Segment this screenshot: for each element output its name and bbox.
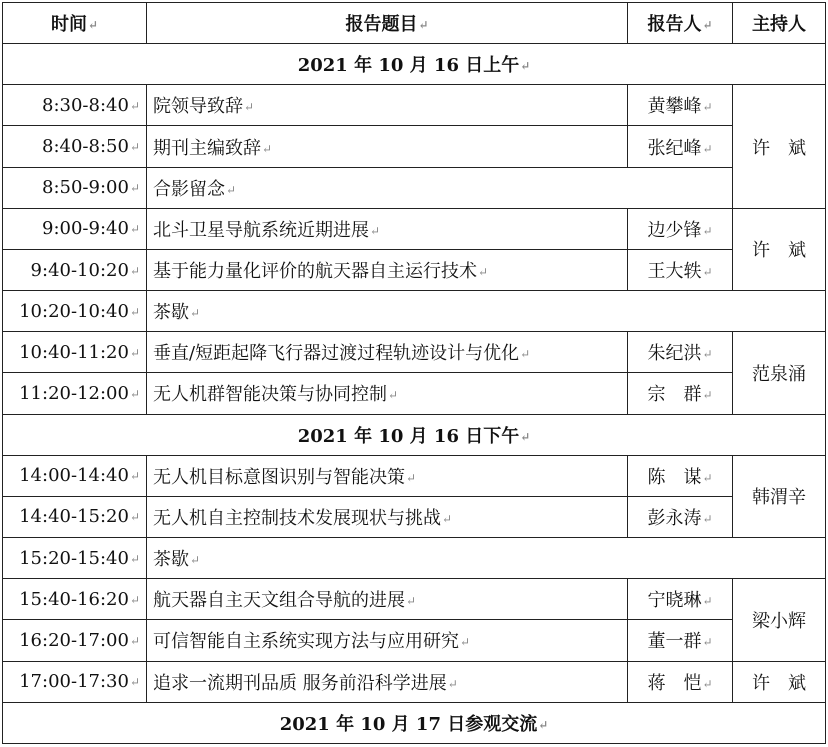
speaker-text: 董一群 ↵ xyxy=(647,631,712,652)
host-cell xyxy=(733,208,826,290)
table-row xyxy=(3,85,826,126)
time-cell xyxy=(3,332,147,373)
time-cell xyxy=(3,538,147,579)
schedule-table xyxy=(2,2,826,744)
topic-text: 期刊主编致辞 ↵ xyxy=(153,138,272,159)
section-title xyxy=(3,414,826,455)
time-text: 14:00-14:40 ↵ xyxy=(19,465,140,486)
section-title xyxy=(3,44,826,85)
section-row xyxy=(3,44,826,85)
topic-text: 北斗卫星导航系统近期进展 ↵ xyxy=(153,220,380,241)
host-text: 梁小辉 xyxy=(752,610,806,632)
section-title-text: 2021 年 10 月 16 日上午 ↵ xyxy=(298,55,531,76)
host-cell xyxy=(733,579,826,661)
topic-cell xyxy=(147,126,628,167)
speaker-cell xyxy=(628,85,733,126)
topic-text: 无人机目标意图识别与智能决策 ↵ xyxy=(153,467,416,488)
section-title-text: 2021 年 10 月 16 日下午 ↵ xyxy=(298,426,531,447)
section-title xyxy=(3,702,826,743)
topic-cell xyxy=(147,496,628,537)
speaker-cell xyxy=(628,620,733,661)
time-cell xyxy=(3,496,147,537)
topic-cell xyxy=(147,85,628,126)
topic-text: 垂直/短距起降飞行器过渡过程轨迹设计与优化 ↵ xyxy=(153,343,530,364)
host-cell xyxy=(733,661,826,702)
host-text: 许 斌 xyxy=(752,672,806,694)
topic-text: 追求一流期刊品质 服务前沿科学进展 ↵ xyxy=(153,673,458,694)
speaker-cell xyxy=(628,373,733,414)
time-cell xyxy=(3,126,147,167)
section-title-text: 2021 年 10 月 17 日参观交流 ↵ xyxy=(280,714,549,735)
header-speaker xyxy=(628,3,733,44)
table-row xyxy=(3,579,826,620)
table-row xyxy=(3,496,826,537)
time-cell xyxy=(3,167,147,208)
time-text: 15:20-15:40 ↵ xyxy=(19,548,140,569)
time-cell xyxy=(3,249,147,290)
time-text: 10:40-11:20 ↵ xyxy=(19,342,140,363)
time-text: 17:00-17:30 ↵ xyxy=(19,671,140,692)
host-text: 韩渭辛 xyxy=(752,487,806,509)
time-cell xyxy=(3,620,147,661)
topic-cell xyxy=(147,332,628,373)
table-row xyxy=(3,249,826,290)
section-row xyxy=(3,414,826,455)
topic-cell xyxy=(147,620,628,661)
speaker-text: 张纪峰 ↵ xyxy=(647,138,712,159)
time-text: 9:40-10:20 ↵ xyxy=(31,260,140,281)
time-text: 16:20-17:00 ↵ xyxy=(19,630,140,651)
host-cell xyxy=(733,85,826,208)
time-text: 8:40-8:50 ↵ xyxy=(42,136,140,157)
topic-cell xyxy=(147,538,826,579)
speaker-cell xyxy=(628,661,733,702)
table-row xyxy=(3,538,826,579)
header-topic xyxy=(147,3,628,44)
section-row xyxy=(3,702,826,743)
time-text: 10:20-10:40 ↵ xyxy=(19,301,140,322)
header-time-text: 时间 ↵ xyxy=(51,14,98,35)
speaker-cell xyxy=(628,455,733,496)
time-cell xyxy=(3,208,147,249)
topic-text: 院领导致辞 ↵ xyxy=(153,96,254,117)
speaker-cell xyxy=(628,496,733,537)
header-speaker-text: 报告人 ↵ xyxy=(647,14,712,35)
host-text: 范泉涌 xyxy=(752,363,806,385)
topic-text: 可信智能自主系统实现方法与应用研究 ↵ xyxy=(153,631,470,652)
speaker-text: 边少锋 ↵ xyxy=(647,220,712,241)
topic-text: 茶歇 ↵ xyxy=(153,302,200,323)
header-host xyxy=(733,3,826,44)
time-text: 8:30-8:40 ↵ xyxy=(42,95,140,116)
time-cell xyxy=(3,85,147,126)
table-row xyxy=(3,167,826,208)
speaker-text: 宗 群 ↵ xyxy=(647,384,712,405)
time-cell xyxy=(3,373,147,414)
speaker-cell xyxy=(628,579,733,620)
table-row xyxy=(3,373,826,414)
header-host-text: 主持人 xyxy=(752,14,806,36)
table-row xyxy=(3,661,826,702)
header-row xyxy=(3,3,826,44)
speaker-cell xyxy=(628,249,733,290)
time-text: 14:40-15:20 ↵ xyxy=(19,506,140,527)
topic-cell xyxy=(147,249,628,290)
table-row xyxy=(3,126,826,167)
topic-cell xyxy=(147,455,628,496)
host-cell xyxy=(733,332,826,414)
topic-text: 无人机群智能决策与协同控制 ↵ xyxy=(153,384,398,405)
topic-text: 茶歇 ↵ xyxy=(153,549,200,570)
time-cell xyxy=(3,455,147,496)
time-text: 15:40-16:20 ↵ xyxy=(19,589,140,610)
topic-cell xyxy=(147,373,628,414)
topic-cell xyxy=(147,291,826,332)
speaker-text: 彭永涛 ↵ xyxy=(647,508,712,529)
topic-cell xyxy=(147,167,733,208)
speaker-text: 陈 谋 ↵ xyxy=(647,467,712,488)
table-row xyxy=(3,455,826,496)
speaker-cell xyxy=(628,332,733,373)
topic-cell xyxy=(147,661,628,702)
host-text: 许 斌 xyxy=(752,137,806,159)
speaker-text: 宁晓琳 ↵ xyxy=(647,590,712,611)
host-text: 许 斌 xyxy=(752,240,806,262)
topic-text: 基于能力量化评价的航天器自主运行技术 ↵ xyxy=(153,261,488,282)
time-text: 11:20-12:00 ↵ xyxy=(19,383,140,404)
table-row xyxy=(3,208,826,249)
time-cell xyxy=(3,661,147,702)
topic-text: 无人机自主控制技术发展现状与挑战 ↵ xyxy=(153,508,452,529)
time-text: 8:50-9:00 ↵ xyxy=(42,177,140,198)
header-time xyxy=(3,3,147,44)
table-row xyxy=(3,291,826,332)
table-row xyxy=(3,620,826,661)
topic-text: 合影留念 ↵ xyxy=(153,179,236,200)
time-text: 9:00-9:40 ↵ xyxy=(42,218,140,239)
time-cell xyxy=(3,579,147,620)
time-cell xyxy=(3,291,147,332)
host-cell xyxy=(733,455,826,537)
speaker-text: 黄攀峰 ↵ xyxy=(647,96,712,117)
table-row xyxy=(3,332,826,373)
speaker-text: 王大轶 ↵ xyxy=(647,261,712,282)
speaker-text: 朱纪洪 ↵ xyxy=(647,343,712,364)
speaker-text: 蒋 恺 ↵ xyxy=(647,673,712,694)
topic-cell xyxy=(147,208,628,249)
speaker-cell xyxy=(628,126,733,167)
topic-cell xyxy=(147,579,628,620)
speaker-cell xyxy=(628,208,733,249)
topic-text: 航天器自主天文组合导航的进展 ↵ xyxy=(153,590,416,611)
header-topic-text: 报告题目 ↵ xyxy=(345,14,428,35)
